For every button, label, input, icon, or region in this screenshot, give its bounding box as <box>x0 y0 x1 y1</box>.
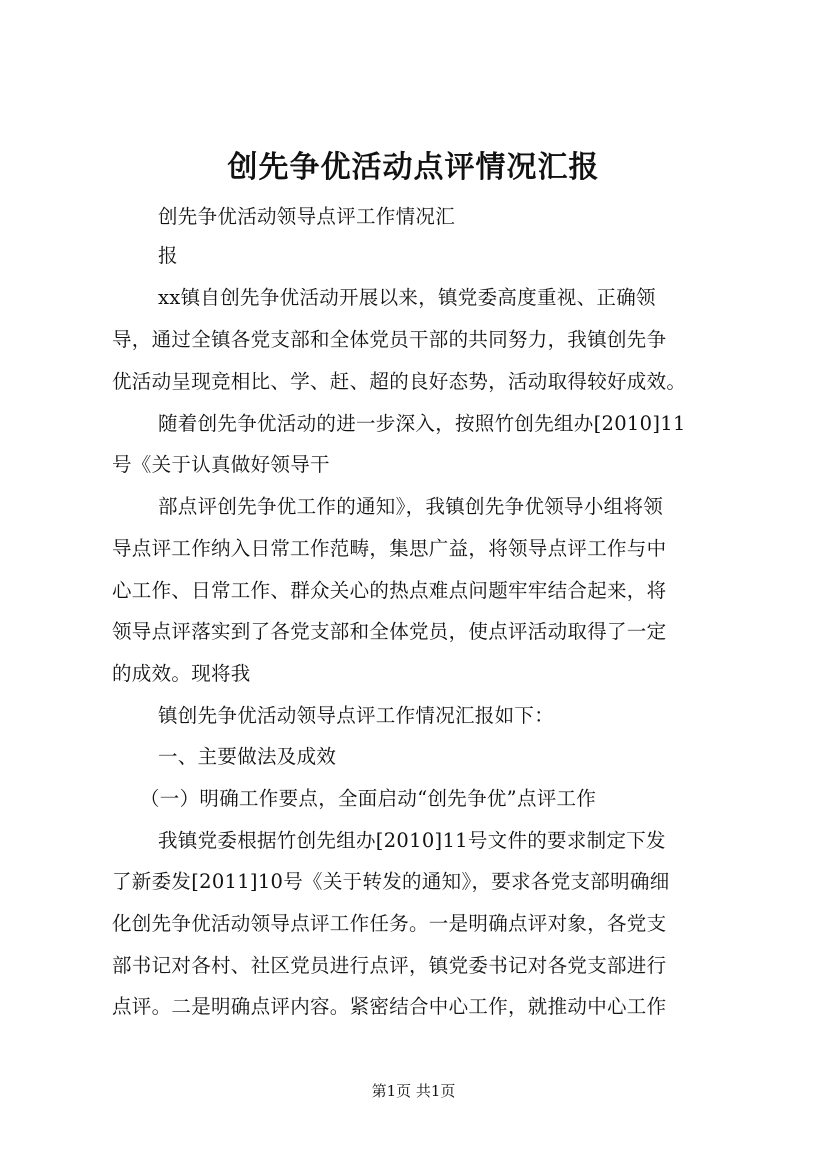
text-line: xx镇自创先争优活动开展以来，镇党委高度重视、正确领 <box>158 286 656 309</box>
text-line: 随着创先争优活动的进一步深入，按照竹创先组办[2010]11 <box>158 412 686 435</box>
text-line: 优活动呈现竞相比、学、赶、超的良好态势，活动取得较好成效。 <box>112 370 687 393</box>
text-line: 点评。二是明确点评内容。紧密结合中心工作，就推动中心工作 <box>112 995 667 1018</box>
section-heading: 一、主要做法及成效 <box>158 745 337 768</box>
text-line: 化创先争优活动领导点评工作任务。一是明确点评对象，各党支 <box>112 912 667 935</box>
subsection-heading: （一）明确工作要点，全面启动“创先争优”点评工作 <box>140 787 597 810</box>
text-line: 领导点评落实到了各党支部和全体党员，使点评活动取得了一定 <box>112 620 667 643</box>
text-line: 导点评工作纳入日常工作范畴，集思广益，将领导点评工作与中 <box>112 537 667 560</box>
text-line: 的成效。现将我 <box>112 662 251 685</box>
text-line: 部点评创先争优工作的通知》，我镇创先争优领导小组将领 <box>158 495 664 518</box>
text-line: 创先争优活动领导点评工作情况汇 <box>158 205 456 228</box>
document-title: 创先争优活动点评情况汇报 <box>227 150 600 185</box>
text-line: 镇创先争优活动领导点评工作情况汇报如下： <box>158 704 555 727</box>
text-line: 报 <box>158 244 178 267</box>
text-line: 部书记对各村、社区党员进行点评，镇党委书记对各党支部进行 <box>112 954 667 977</box>
text-line: 导，通过全镇各党支部和全体党员干部的共同努力，我镇创先争 <box>112 328 667 351</box>
text-line: 号《关于认真做好领导干 <box>112 453 330 476</box>
text-line: 我镇党委根据竹创先组办[2010]11号文件的要求制定下发 <box>158 829 666 852</box>
page-number-footer: 第1页 共1页 <box>371 1082 456 1100</box>
text-line: 了新委发[2011]10号《关于转发的通知》，要求各党支部明确细 <box>112 870 670 893</box>
text-line: 心工作、日常工作、群众关心的热点难点问题牢牢结合起来，将 <box>112 579 667 602</box>
